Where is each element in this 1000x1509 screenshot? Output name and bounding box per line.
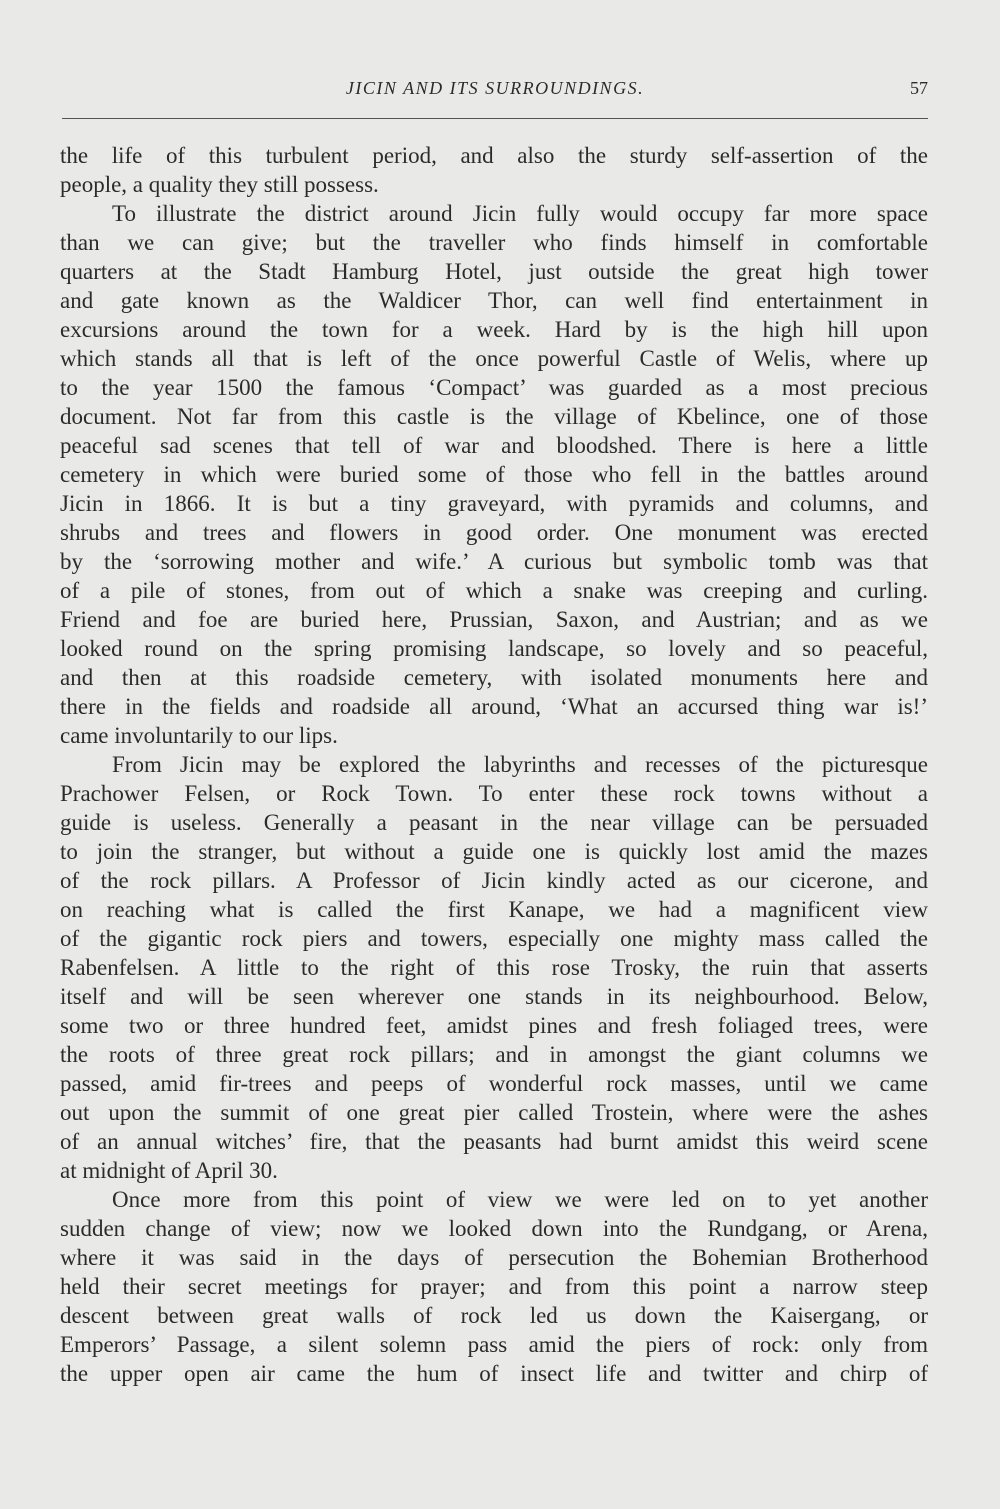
text-line: out upon the summit of one great pier called Trostein, where were the ashes [60, 1100, 928, 1125]
paragraph [60, 1185, 928, 1388]
text-line: and gate known as the Waldicer Thor, can well find entertainment in [60, 288, 928, 313]
text-line: cemetery in which were buried some of those who fell in the battles around [60, 462, 928, 487]
text-line: Jicin in 1866. It is but a tiny graveyard, with pyramids and columns, and [60, 491, 928, 516]
header-rule [62, 118, 928, 119]
text-line: which stands all that is left of the once powerful Castle of Welis, where up [60, 346, 928, 371]
text-line: the upper open air came the hum of insect life and twitter and chirp of [60, 1361, 928, 1386]
text-line: of an annual witches’ fire, that the peasants had burnt amidst this weird scene [60, 1129, 928, 1154]
text-line: sudden change of view; now we looked down into the Rundgang, or Arena, [60, 1216, 928, 1241]
text-line: where it was said in the days of persecution the Bohemian Brotherhood [60, 1245, 928, 1270]
text-line: of the rock pillars. A Professor of Jicin kindly acted as our cicerone, and [60, 868, 928, 893]
paragraph [60, 750, 928, 1185]
running-head [62, 78, 928, 108]
text-line: excursions around the town for a week. Hard by is the high hill upon [60, 317, 928, 342]
text-line: Rabenfelsen. A little to the right of this rose Trosky, the ruin that asserts [60, 955, 928, 980]
paragraph [60, 141, 928, 199]
text-line: by the ‘sorrowing mother and wife.’ A curious but symbolic tomb was that [60, 549, 928, 574]
text-line: there in the fields and roadside all around, ‘What an accursed thing war is!’ [60, 694, 928, 719]
text-line: Emperors’ Passage, a silent solemn pass amid the piers of rock: only from [60, 1332, 928, 1357]
text-line: some two or three hundred feet, amidst pines and fresh foliaged trees, were [60, 1013, 928, 1038]
text-line: guide is useless. Generally a peasant in the near village can be persuaded [60, 810, 928, 835]
text-line: on reaching what is called the first Kanape, we had a magnificent view [60, 897, 928, 922]
text-line: Once more from this point of view we were led on to yet another [112, 1187, 928, 1212]
text-line: Friend and foe are buried here, Prussian, Saxon, and Austrian; and as we [60, 607, 928, 632]
text-line: passed, amid fir-trees and peeps of wonderful rock masses, until we came [60, 1071, 928, 1096]
text-line: to the year 1500 the famous ‘Compact’ was guarded as a most precious [60, 375, 928, 400]
text-line: peaceful sad scenes that tell of war and bloodshed. There is here a little [60, 433, 928, 458]
text-line: held their secret meetings for prayer; and from this point a narrow steep [60, 1274, 928, 1299]
body-text [60, 141, 928, 1388]
text-line: the roots of three great rock pillars; and in amongst the giant columns we [60, 1042, 928, 1067]
text-line: descent between great walls of rock led us down the Kaisergang, or [60, 1303, 928, 1328]
running-title: JICIN AND ITS SURROUNDINGS. [345, 78, 645, 98]
text-line: at midnight of April 30. [60, 1158, 278, 1183]
text-line: of a pile of stones, from out of which a snake was creeping and curling. [60, 578, 928, 603]
text-line: document. Not far from this castle is the village of Kbelince, one of those [60, 404, 928, 429]
text-line: itself and will be seen wherever one stands in its neighbourhood. Below, [60, 984, 928, 1009]
text-line: the life of this turbulent period, and also the sturdy self-assertion of the [60, 143, 928, 168]
text-line: looked round on the spring promising landscape, so lovely and so peaceful, [60, 636, 928, 661]
text-line: to join the stranger, but without a guide one is quickly lost amid the mazes [60, 839, 928, 864]
text-line: of the gigantic rock piers and towers, especially one mighty mass called the [60, 926, 928, 951]
text-line: and then at this roadside cemetery, with isolated monuments here and [60, 665, 928, 690]
page-number: 57 [910, 78, 928, 98]
text-line: shrubs and trees and flowers in good order. One monument was erected [60, 520, 928, 545]
text-line: people, a quality they still possess. [60, 172, 379, 197]
text-line: Prachower Felsen, or Rock Town. To enter these rock towns without a [60, 781, 928, 806]
text-line: than we can give; but the traveller who finds himself in comfortable [60, 230, 928, 255]
text-line: came involuntarily to our lips. [60, 723, 338, 748]
text-line: quarters at the Stadt Hamburg Hotel, just outside the great high tower [60, 259, 928, 284]
text-line: To illustrate the district around Jicin fully would occupy far more space [112, 201, 928, 226]
paragraph [60, 199, 928, 750]
text-line: From Jicin may be explored the labyrinths and recesses of the picturesque [112, 752, 928, 777]
